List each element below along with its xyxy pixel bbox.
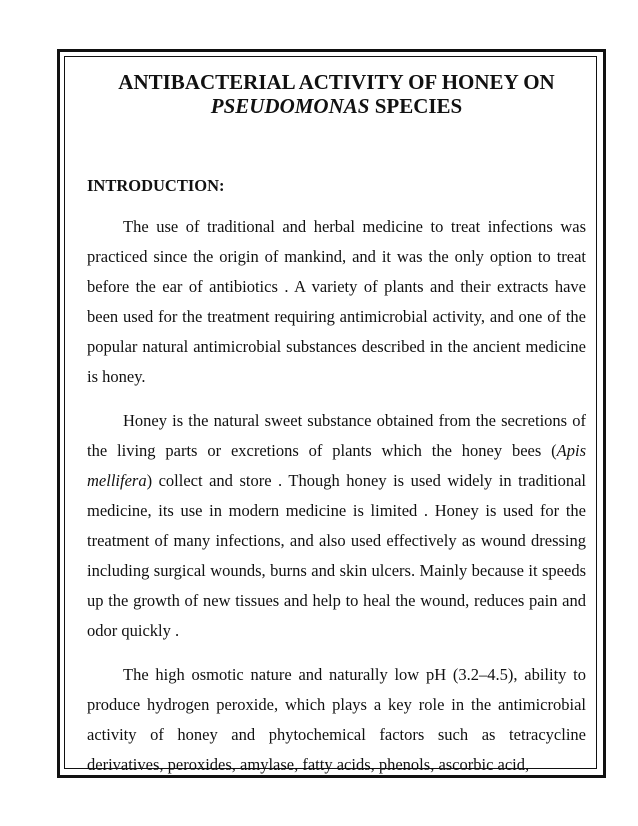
- document-title: [87, 70, 586, 118]
- paragraph-2-part-b: ) collect and store . Though honey is used widely in traditional medicine, its use in modern medicine is limited . Honey is used for the treatment of many infections, and also used effectively as wound dressing including surgical wounds, burns and skin ulcers. Mainly because it speeds up the growth of new tissues and help to heal the wound, reduces pain and odor quickly .: [87, 471, 586, 640]
- paragraph-3: The high osmotic nature and naturally low pH (3.2–4.5), ability to produce hydrogen peroxide, which plays a key role in the antimicrobial activity of honey and phytochemical factors such as tetracycline derivatives, peroxides, amylase, fatty acids, phenols, ascorbic acid,: [87, 665, 586, 774]
- section-heading-introduction: INTRODUCTION:: [87, 176, 225, 195]
- paragraph-2: [87, 406, 586, 646]
- document-body: [87, 70, 586, 780]
- title-genus: PSEUDOMONAS: [210, 94, 370, 118]
- title-line-2: [87, 94, 586, 118]
- title-line-1: ANTIBACTERIAL ACTIVITY OF HONEY ON: [118, 70, 555, 94]
- title-species-word: SPECIES: [369, 94, 463, 118]
- paragraph-1: The use of traditional and herbal medicine to treat infections was practiced since the origin of mankind, and it was the only option to treat before the ear of antibiotics . A variety of plants and their extracts have been used for the treatment requiring antimicrobial activity, and one of the popular natural antimicrobial substances described in the ancient medicine is honey.: [87, 217, 586, 386]
- paragraph-2-part-a: Honey is the natural sweet substance obtained from the secretions of the living parts or excretions of plants which the honey bees (: [87, 411, 586, 460]
- paragraph-2-scientific-name: Apis mellifera: [87, 441, 586, 490]
